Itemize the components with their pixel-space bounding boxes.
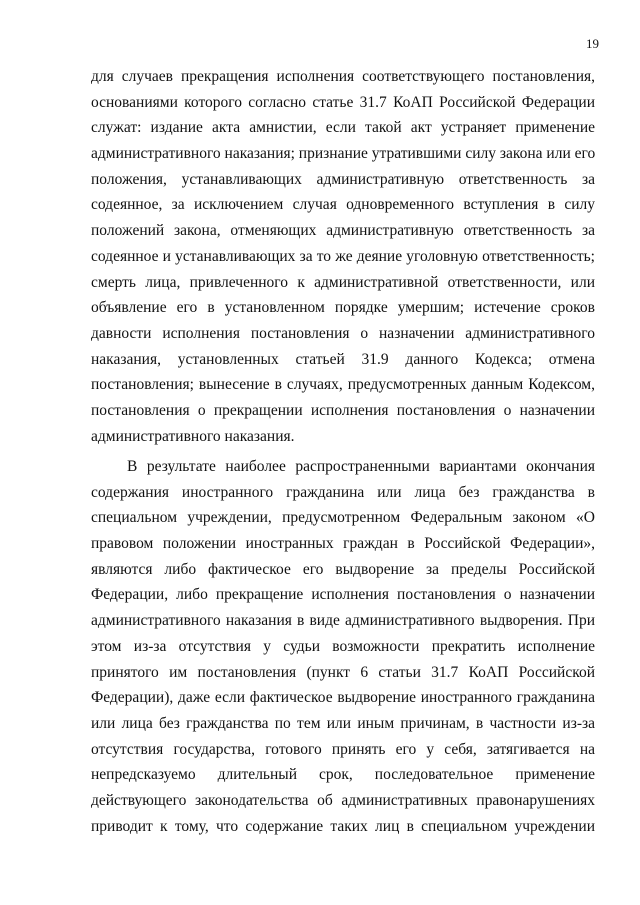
text-line: давности исполнения постановления о назначении административного [91, 324, 595, 342]
text-line: содеянное, за исключением случая одновременного вступления в силу [91, 196, 595, 214]
paragraph-2 [91, 454, 595, 839]
text-line: принятого им постановления (пункт 6 статьи 31.7 КоАП Российской [91, 663, 595, 681]
text-line: правовом положении иностранных граждан в Российской Федерации», [91, 535, 595, 553]
text-line: административного наказания; признание утратившими силу закона или его [91, 145, 596, 163]
text-line: смерть лица, привлеченного к административной ответственности, или [91, 273, 595, 291]
page-number: 19 [586, 36, 599, 51]
text-line: специальном учреждении, предусмотренном Федеральным законом «О [91, 509, 595, 527]
text-line: служат: издание акта амнистии, если такой акт устраняет применение [91, 119, 595, 137]
text-line: объявление его в установленном порядке умершим; истечение сроков [91, 299, 595, 317]
text-line: этом из-за отсутствия у судьи возможности прекратить исполнение [91, 637, 595, 655]
text-line: Федерации, либо прекращение исполнения постановления о назначении [91, 586, 595, 604]
text-line: содержания иностранного гражданина или лица без гражданства в [91, 483, 595, 501]
text-line: являются либо фактическое его выдворение за пределы Российской [91, 560, 595, 578]
text-line: постановления; вынесение в случаях, предусмотренных данным Кодексом, [91, 376, 595, 394]
text-line: или лица без гражданства по тем или иным причинам, в частности из-за [91, 714, 595, 732]
text-line: положения, устанавливающих административную ответственность за [91, 170, 595, 188]
text-line: основаниями которого согласно статье 31.7 КоАП Российской Федерации [91, 93, 595, 111]
text-line: В результате наиболее распространенными вариантами окончания [127, 458, 595, 475]
text-line: непредсказуемо длительный срок, последовательное применение [91, 766, 595, 784]
text-line: содеянное и устанавливающих за то же деяние уголовную ответственность; [91, 247, 595, 265]
text-line: приводит к тому, что содержание таких лиц в специальном учреждении [91, 817, 595, 835]
text-line: для случаев прекращения исполнения соответствующего постановления, [91, 68, 595, 85]
paragraph-1 [91, 64, 595, 449]
text-line: административного наказания. [91, 427, 295, 445]
text-line: постановления о прекращении исполнения постановления о назначении [91, 401, 595, 419]
text-line: положений закона, отменяющих административную ответственность за [91, 222, 595, 240]
text-line: Федерации), даже если фактическое выдворение иностранного гражданина [91, 689, 595, 707]
text-line: действующего законодательства об административных правонарушениях [91, 791, 595, 809]
text-line: административного наказания в виде административного выдворения. При [91, 612, 595, 630]
text-line: отсутствия государства, готового принять его у себя, затягивается на [91, 740, 595, 758]
text-line: наказания, установленных статьей 31.9 данного Кодекса; отмена [91, 350, 595, 368]
